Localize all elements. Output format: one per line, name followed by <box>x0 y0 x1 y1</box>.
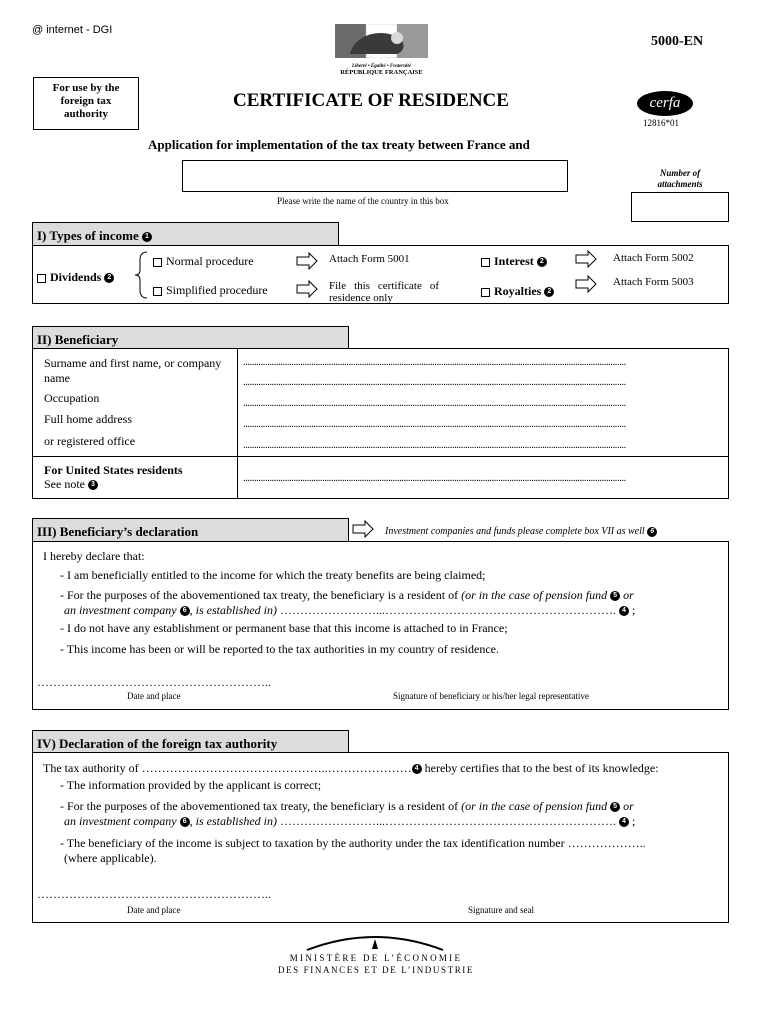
authority-line-b: hereby certifies that to the best of its knowledge: <box>424 761 659 775</box>
arrow-right-icon <box>352 520 374 538</box>
authority-line-3-text: - The beneficiary of the income is subject to taxation by the authority under the tax identification number <box>60 836 565 850</box>
declaration-line-2 <box>60 588 634 603</box>
section-2-divider <box>32 456 729 457</box>
authority-line-2-cont: an investment company 6 , is established in) ……………………...…………………………………………………. 4 ; <box>64 814 636 828</box>
republic-name: RÉPUBLIQUE FRANÇAISE <box>340 69 423 76</box>
authority-line-2d: an investment company <box>64 814 180 828</box>
occupation-field[interactable]: .............................................................................................................................................................................. <box>243 398 626 409</box>
declaration-line-2e: , is established in) <box>189 603 277 617</box>
authority-line-2b: (or in the case of pension fund <box>461 799 611 813</box>
interest-option[interactable] <box>481 254 547 269</box>
authority-line-2e: , is established in) <box>189 814 277 828</box>
brace-icon <box>134 250 148 300</box>
royalties-label: Royalties <box>494 284 542 298</box>
normal-procedure-option[interactable] <box>153 254 254 269</box>
cerfa-number: 12816*01 <box>643 118 679 128</box>
declare-label: I hereby declare that: <box>43 549 145 563</box>
authority-line-1: - The information provided by the applicant is correct; <box>60 778 322 792</box>
marianne-emblem-icon <box>335 24 428 58</box>
date-place-label: Date and place <box>127 691 181 701</box>
section-3-header <box>32 518 349 542</box>
declaration-line-1: - I am beneficially entitled to the income for which the treaty benefits are being claimed; <box>60 568 486 582</box>
note-5-icon: 5 <box>610 591 620 601</box>
ministry-line-2: DES FINANCES ET DE L’INDUSTRIE <box>277 965 474 975</box>
occupation-label: Occupation <box>44 391 100 405</box>
dividends-label: Dividends <box>50 270 102 284</box>
note-5-icon: 5 <box>610 802 620 812</box>
dividends-checkbox[interactable] <box>37 274 46 283</box>
note-6-icon: 6 <box>180 817 190 827</box>
attachments-input[interactable] <box>631 192 729 222</box>
tax-authority-field[interactable]: ………………………………………..………………… <box>141 761 412 775</box>
section-1-header <box>32 222 339 246</box>
attach-5001-text: Attach Form 5001 <box>329 253 410 265</box>
simplified-procedure-label: Simplified procedure <box>166 283 268 297</box>
surname-label: Surname and first name, or company name <box>44 356 222 385</box>
section-1-title: I) Types of income <box>37 228 139 243</box>
authority-residence-field[interactable]: ……………………...…………………………………………………. <box>279 814 616 828</box>
simplified-procedure-checkbox[interactable] <box>153 287 162 296</box>
authority-line-2a: - For the purposes of the abovementioned tax treaty, the beneficiary is a resident of <box>60 799 462 813</box>
foreign-authority-use-box <box>33 77 139 130</box>
registered-office-label: or registered office <box>44 434 136 448</box>
authority-signature-label: Signature and seal <box>468 905 534 915</box>
declaration-line-4: - This income has been or will be reported to the tax authorities in my country of residence. <box>60 642 499 656</box>
arrow-right-icon <box>575 250 597 268</box>
note-2-icon: 2 <box>544 287 554 297</box>
normal-procedure-checkbox[interactable] <box>153 258 162 267</box>
note-4-icon: 4 <box>619 606 629 616</box>
simplified-procedure-option[interactable] <box>153 283 268 298</box>
royalties-checkbox[interactable] <box>481 288 490 297</box>
us-resident-field[interactable]: .............................................................................................................................................................................. <box>243 473 626 484</box>
dividends-option[interactable] <box>37 270 114 285</box>
note-2-icon: 2 <box>537 257 547 267</box>
section-2-divider <box>237 348 238 499</box>
interest-label: Interest <box>494 254 534 268</box>
authority-line-a: The tax authority of <box>43 761 139 775</box>
republic-motto: Liberté • Égalité • Fraternité <box>351 64 412 69</box>
republique-logo <box>335 24 428 76</box>
note-3-icon: 3 <box>88 480 98 490</box>
page-subtitle: Application for implementation of the tax treaty between France and <box>148 137 530 152</box>
attachments-label: Number of attachments <box>657 168 703 189</box>
section-3-title: III) Beneficiary’s declaration <box>37 524 199 539</box>
cerfa-text: cerfa <box>649 95 681 111</box>
authority-line-3b: (where applicable). <box>64 851 157 865</box>
address-field[interactable]: .............................................................................................................................................................................. <box>243 419 626 430</box>
residence-country-field[interactable]: ……………………...…………………………………………………. <box>279 603 616 617</box>
section-4-title: IV) Declaration of the foreign tax authority <box>37 736 278 751</box>
cerfa-logo <box>637 91 693 116</box>
country-input[interactable] <box>182 160 568 192</box>
address-label: Full home address <box>44 412 132 426</box>
section-2-header <box>32 326 349 349</box>
section-2-title: II) Beneficiary <box>37 332 119 347</box>
surname-field[interactable]: .............................................................................................................................................................................. <box>243 357 626 368</box>
authority-date-place-label: Date and place <box>127 905 181 915</box>
note-1-icon: 1 <box>142 232 152 242</box>
authority-line-3 <box>60 836 646 851</box>
authority-line <box>43 761 659 776</box>
attach-5002-text: Attach Form 5002 <box>613 252 694 264</box>
see-note-label <box>44 477 98 492</box>
ministry-arc-icon <box>305 930 445 952</box>
investment-note <box>385 526 657 537</box>
date-place-field[interactable]: ………………………………………………….. <box>37 675 271 689</box>
declaration-line-2d: an investment company <box>64 603 180 617</box>
interest-checkbox[interactable] <box>481 258 490 267</box>
normal-procedure-label: Normal procedure <box>166 254 254 268</box>
page-title: CERTIFICATE OF RESIDENCE <box>233 90 509 111</box>
file-certificate-text: File this certificate of residence only <box>329 280 439 304</box>
note-6-icon: 6 <box>180 606 190 616</box>
use-box-text: For use by the foreign tax authority <box>52 82 120 120</box>
arrow-right-icon <box>296 252 318 270</box>
authority-line-2c: or <box>620 799 634 813</box>
investment-note-text: Investment companies and funds please complete box VII as well <box>385 526 645 537</box>
note-6-icon: 6 <box>647 527 657 537</box>
note-4-icon: 4 <box>412 764 422 774</box>
note-2-icon: 2 <box>104 273 114 283</box>
address-field-2[interactable]: .............................................................................................................................................................................. <box>243 440 626 451</box>
royalties-option[interactable] <box>481 284 554 299</box>
declaration-line-2-cont: an investment company 6 , is established in) ……………………...…………………………………………………. 4 ; <box>64 603 636 617</box>
us-residents-label: For United States residents <box>44 463 183 477</box>
authority-date-place-field[interactable]: ………………………………………………….. <box>37 887 271 901</box>
declaration-line-2b: (or in the case of pension fund <box>461 588 611 602</box>
form-number: 5000-EN <box>651 34 704 49</box>
ministry-line-1: MINISTÈRE DE L’ÉCONOMIE <box>289 953 463 963</box>
country-hint: Please write the name of the country in this box <box>277 196 449 206</box>
source-label: @ internet - DGI <box>32 24 113 36</box>
authority-line-2 <box>60 799 634 814</box>
tax-id-field[interactable]: ……………….. <box>567 836 646 850</box>
declaration-line-2c: or <box>620 588 634 602</box>
attach-5003-text: Attach Form 5003 <box>613 276 694 288</box>
section-4-header <box>32 730 349 753</box>
beneficiary-signature-label: Signature of beneficiary or his/her legal representative <box>393 691 589 701</box>
note-4-icon: 4 <box>619 817 629 827</box>
see-note-text: See note <box>44 477 85 491</box>
declaration-line-3: - I do not have any establishment or permanent base that this income is attached to in France; <box>60 621 508 635</box>
surname-field-2[interactable]: .............................................................................................................................................................................. <box>243 377 626 388</box>
declaration-line-2a: - For the purposes of the abovementioned tax treaty, the beneficiary is a resident of <box>60 588 462 602</box>
arrow-right-icon <box>575 275 597 293</box>
arrow-right-icon <box>296 280 318 298</box>
